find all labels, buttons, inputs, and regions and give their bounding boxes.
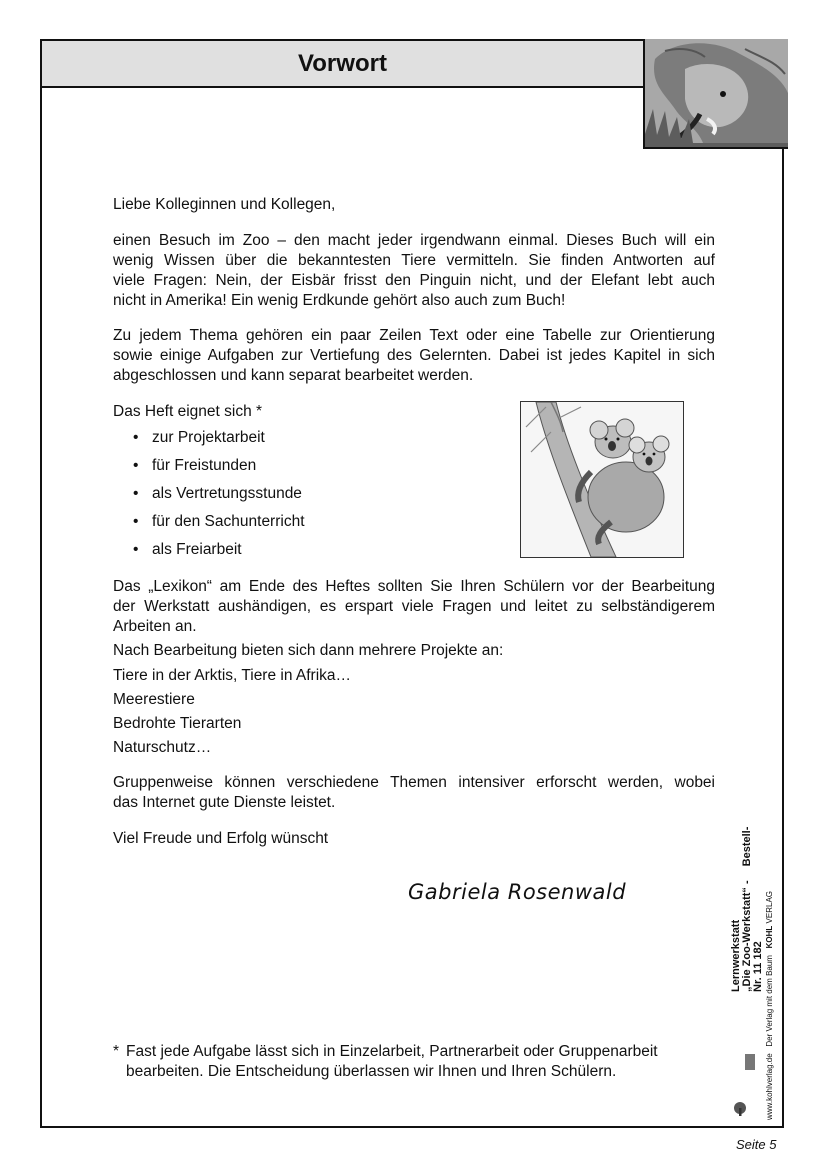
- publisher-name: KOHL: [765, 925, 774, 949]
- footnote: [113, 1042, 715, 1082]
- koala-image: [521, 402, 683, 557]
- bullet-icon: •: [133, 429, 139, 446]
- paragraph-line: Arbeiten an.: [113, 618, 197, 635]
- tree-logo-icon: [731, 1052, 757, 1118]
- publisher-info: [764, 820, 775, 1120]
- koala-illustration: [520, 401, 684, 558]
- signature: Gabriela Rosenwald: [408, 880, 627, 904]
- publisher-badge: VERLAG: [765, 890, 774, 924]
- project-item: Tiere in der Arktis, Tiere in Afrika…: [113, 667, 352, 684]
- project-item: Naturschutz…: [113, 739, 212, 756]
- paragraph-line: das Internet gute Dienste leistet.: [113, 794, 336, 811]
- publisher-tagline: Der Verlag mit dem Baum: [765, 955, 774, 1047]
- list-item: • als Freiarbeit: [133, 541, 242, 558]
- list-item: • für Freistunden: [133, 457, 257, 474]
- series-label: Lernwerkstatt: [730, 919, 742, 992]
- order-number: Bestell-Nr. 11 182: [741, 826, 764, 992]
- bullet-icon: •: [133, 457, 139, 474]
- paragraph-intro: [113, 231, 715, 311]
- publisher-url: www.kohlverlag.de: [765, 1053, 774, 1120]
- project-item: Meerestiere: [113, 691, 195, 708]
- paragraph-line: abgeschlossen und kann separat bearbeitet werden.: [113, 367, 474, 384]
- footnote-line: Fast jede Aufgabe lässt sich in Einzelarbeit, Partnerarbeit oder Gruppenarbeit: [126, 1043, 658, 1060]
- elephant-image: [645, 39, 788, 149]
- page-title: Vorwort: [298, 49, 387, 77]
- project-item: Bedrohte Tierarten: [113, 715, 242, 732]
- paragraph-line: nicht in Amerika! Ein wenig Erdkunde gehört also auch zum Buch!: [113, 292, 566, 309]
- usage-list: [133, 428, 305, 568]
- book-title: „Die Zoo-Werkstatt“ -Bestell-Nr. 11 182: [741, 826, 764, 992]
- paragraph-line: sowie einige Aufgaben zur Vertiefung des Gelernten. Dabei ist jedes Kapitel in sich: [113, 347, 715, 364]
- closing-line: Viel Freude und Erfolg wünscht: [113, 830, 329, 847]
- paragraph-projects: Nach Bearbeitung bieten sich dann mehrere Projekte an:: [113, 642, 504, 659]
- list-item: • als Vertretungsstunde: [133, 485, 302, 502]
- bullet-icon: •: [133, 541, 139, 558]
- paragraph-line: Das „Lexikon“ am Ende des Heftes sollten Sie Ihren Schülern vor der Bearbeitung: [113, 578, 715, 595]
- paragraph-line: der Werkstatt aushändigen, es erspart viele Fragen und leitet zu selbständigerem: [113, 598, 715, 615]
- paragraph-topics: [113, 326, 715, 386]
- paragraph-line: einen Besuch im Zoo – den macht jeder irgendwann einmal. Dieses Buch will ein: [113, 232, 715, 249]
- footnote-line: bearbeiten. Die Entscheidung überlassen wir Ihnen und Ihren Schülern.: [126, 1063, 617, 1080]
- list-intro: Das Heft eignet sich *: [113, 403, 263, 420]
- paragraph-groups: [113, 773, 715, 813]
- paragraph-line: wenig Wissen über die bekanntesten Tiere vermitteln. Sie finden Antworten auf: [113, 252, 715, 269]
- title-bar: [42, 41, 643, 88]
- bullet-icon: •: [133, 513, 139, 530]
- list-item: • für den Sachunterricht: [133, 513, 305, 530]
- list-item: • zur Projektarbeit: [133, 429, 265, 446]
- elephant-illustration: [643, 39, 788, 149]
- salutation: Liebe Kolleginnen und Kollegen,: [113, 196, 336, 213]
- paragraph-line: Gruppenweise können verschiedene Themen intensiver erforscht werden, wobei: [113, 774, 715, 791]
- publisher-logo: [731, 1052, 757, 1118]
- paragraph-line: Zu jedem Thema gehören ein paar Zeilen Text oder eine Tabelle zur Orientierung: [113, 327, 715, 344]
- bullet-icon: •: [133, 485, 139, 502]
- footnote-star: *: [113, 1043, 120, 1060]
- page-number: Seite 5: [736, 1137, 777, 1152]
- project-list: [113, 664, 715, 760]
- paragraph-line: viele Fragen: Nein, der Eisbär frisst den Pinguin nicht, und der Elefant lebt auch: [113, 272, 715, 289]
- paragraph-lexikon: [113, 577, 715, 637]
